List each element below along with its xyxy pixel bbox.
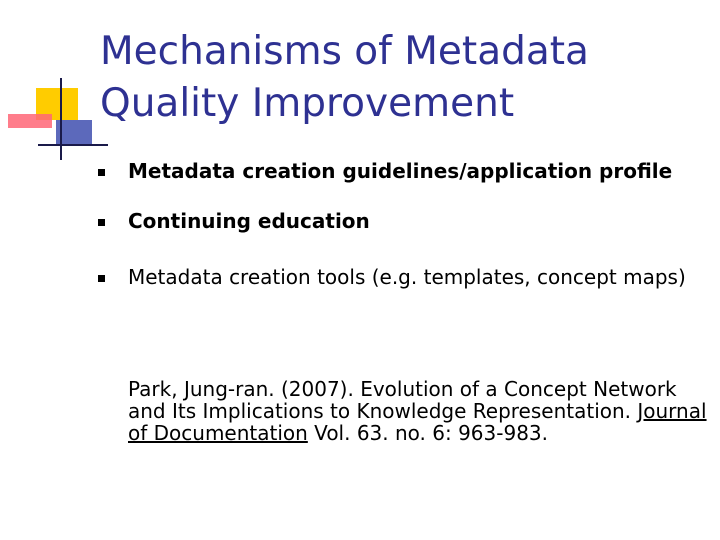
- square-bullet-icon: [98, 275, 105, 282]
- logo-red-bar: [8, 114, 52, 128]
- citation-volume: Vol. 63. no. 6: 963-983.: [307, 421, 549, 445]
- logo-vertical-line: [60, 78, 62, 160]
- citation-authors: Park, Jung-ran. (2007). Evolution of a Concept Network and Its Implications to Knowledge Representation.: [128, 377, 677, 423]
- citation-text: [128, 378, 713, 444]
- slide-logo-icon: [0, 0, 110, 170]
- logo-horizontal-line: [38, 144, 108, 146]
- bullet-list: [98, 160, 698, 314]
- square-bullet-icon: [98, 219, 105, 226]
- bullet-item-education: [98, 210, 698, 232]
- bullet-text: Continuing education: [128, 209, 370, 233]
- bullet-text: Metadata creation tools (e.g. templates, concept maps): [128, 265, 686, 289]
- slide-title-line-2: Quality Improvement: [100, 81, 515, 126]
- slide-title: [100, 26, 700, 130]
- bullet-item-guidelines: [98, 160, 698, 182]
- square-bullet-icon: [98, 169, 105, 176]
- citation-journal: Journal of Documentation: [128, 399, 707, 445]
- bullet-text: Metadata creation guidelines/application profile: [128, 159, 673, 183]
- bullet-item-tools: [98, 266, 698, 288]
- slide-title-line-1: Mechanisms of Metadata: [100, 29, 589, 74]
